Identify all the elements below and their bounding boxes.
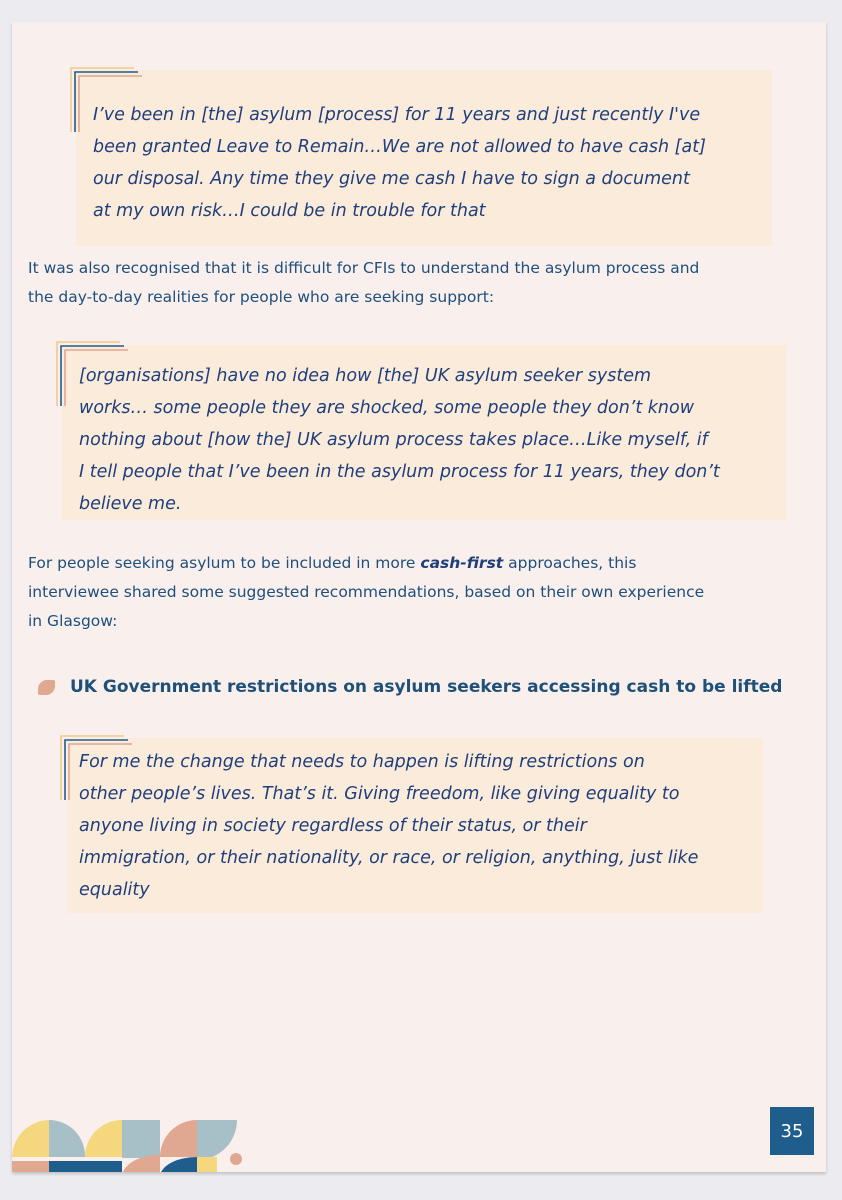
quote-line: anyone living in society regardless of their status, or their bbox=[79, 816, 587, 836]
quote-line: equality bbox=[79, 880, 150, 900]
quote-line: believe me. bbox=[79, 494, 182, 514]
paragraph-text: For people seeking asylum to be included in more bbox=[28, 554, 421, 572]
quote-block-3 bbox=[67, 738, 763, 913]
leaf-bullet-icon bbox=[38, 680, 55, 695]
quote-bracket-icon bbox=[68, 66, 148, 136]
recommendation-heading: UK Government restrictions on asylum seekers accessing cash to be lifted bbox=[70, 677, 783, 697]
quote-block-2 bbox=[62, 345, 786, 520]
paragraph-line: in Glasgow: bbox=[28, 612, 118, 630]
paragraph-line bbox=[28, 549, 818, 578]
geometric-decoration bbox=[12, 1117, 252, 1172]
paragraph-line: the day-to-day realities for people who are seeking support: bbox=[28, 288, 495, 306]
quote-line: For me the change that needs to happen is lifting restrictions on bbox=[79, 752, 645, 772]
recommendation-bullet bbox=[38, 677, 782, 697]
paragraph-line: It was also recognised that it is difficult for CFIs to understand the asylum process and bbox=[28, 259, 700, 277]
quote-line: been granted Leave to Remain…We are not allowed to have cash [at] bbox=[93, 137, 706, 157]
paragraph-intro-1 bbox=[28, 254, 818, 312]
document-page bbox=[12, 22, 826, 1172]
emphasis-cash-first: cash-first bbox=[420, 554, 504, 572]
quote-line: at my own risk…I could be in trouble for that bbox=[93, 201, 486, 221]
paragraph-line: interviewee shared some suggested recommendations, based on their own experience bbox=[28, 583, 705, 601]
quote-line: other people’s lives. That’s it. Giving freedom, like giving equality to bbox=[79, 784, 680, 804]
quote-line: I tell people that I’ve been in the asylum process for 11 years, they don’t bbox=[79, 462, 720, 482]
page-number: 35 bbox=[770, 1107, 814, 1155]
quote-block-1 bbox=[76, 70, 772, 246]
quote-bracket-icon bbox=[58, 734, 138, 804]
paragraph-intro-2 bbox=[28, 549, 818, 636]
paragraph-text: approaches, this bbox=[503, 554, 637, 572]
quote-line: I’ve been in [the] asylum [process] for 11 years and just recently I've bbox=[93, 105, 701, 125]
quote-line: works… some people they are shocked, some people they don’t know bbox=[79, 398, 695, 418]
quote-line: nothing about [how the] UK asylum process takes place…Like myself, if bbox=[79, 430, 708, 450]
quote-line: our disposal. Any time they give me cash I have to sign a document bbox=[93, 169, 690, 189]
quote-line: immigration, or their nationality, or race, or religion, anything, just like bbox=[79, 848, 699, 868]
quote-bracket-icon bbox=[54, 340, 134, 410]
quote-line: [organisations] have no idea how [the] UK asylum seeker system bbox=[79, 366, 652, 386]
